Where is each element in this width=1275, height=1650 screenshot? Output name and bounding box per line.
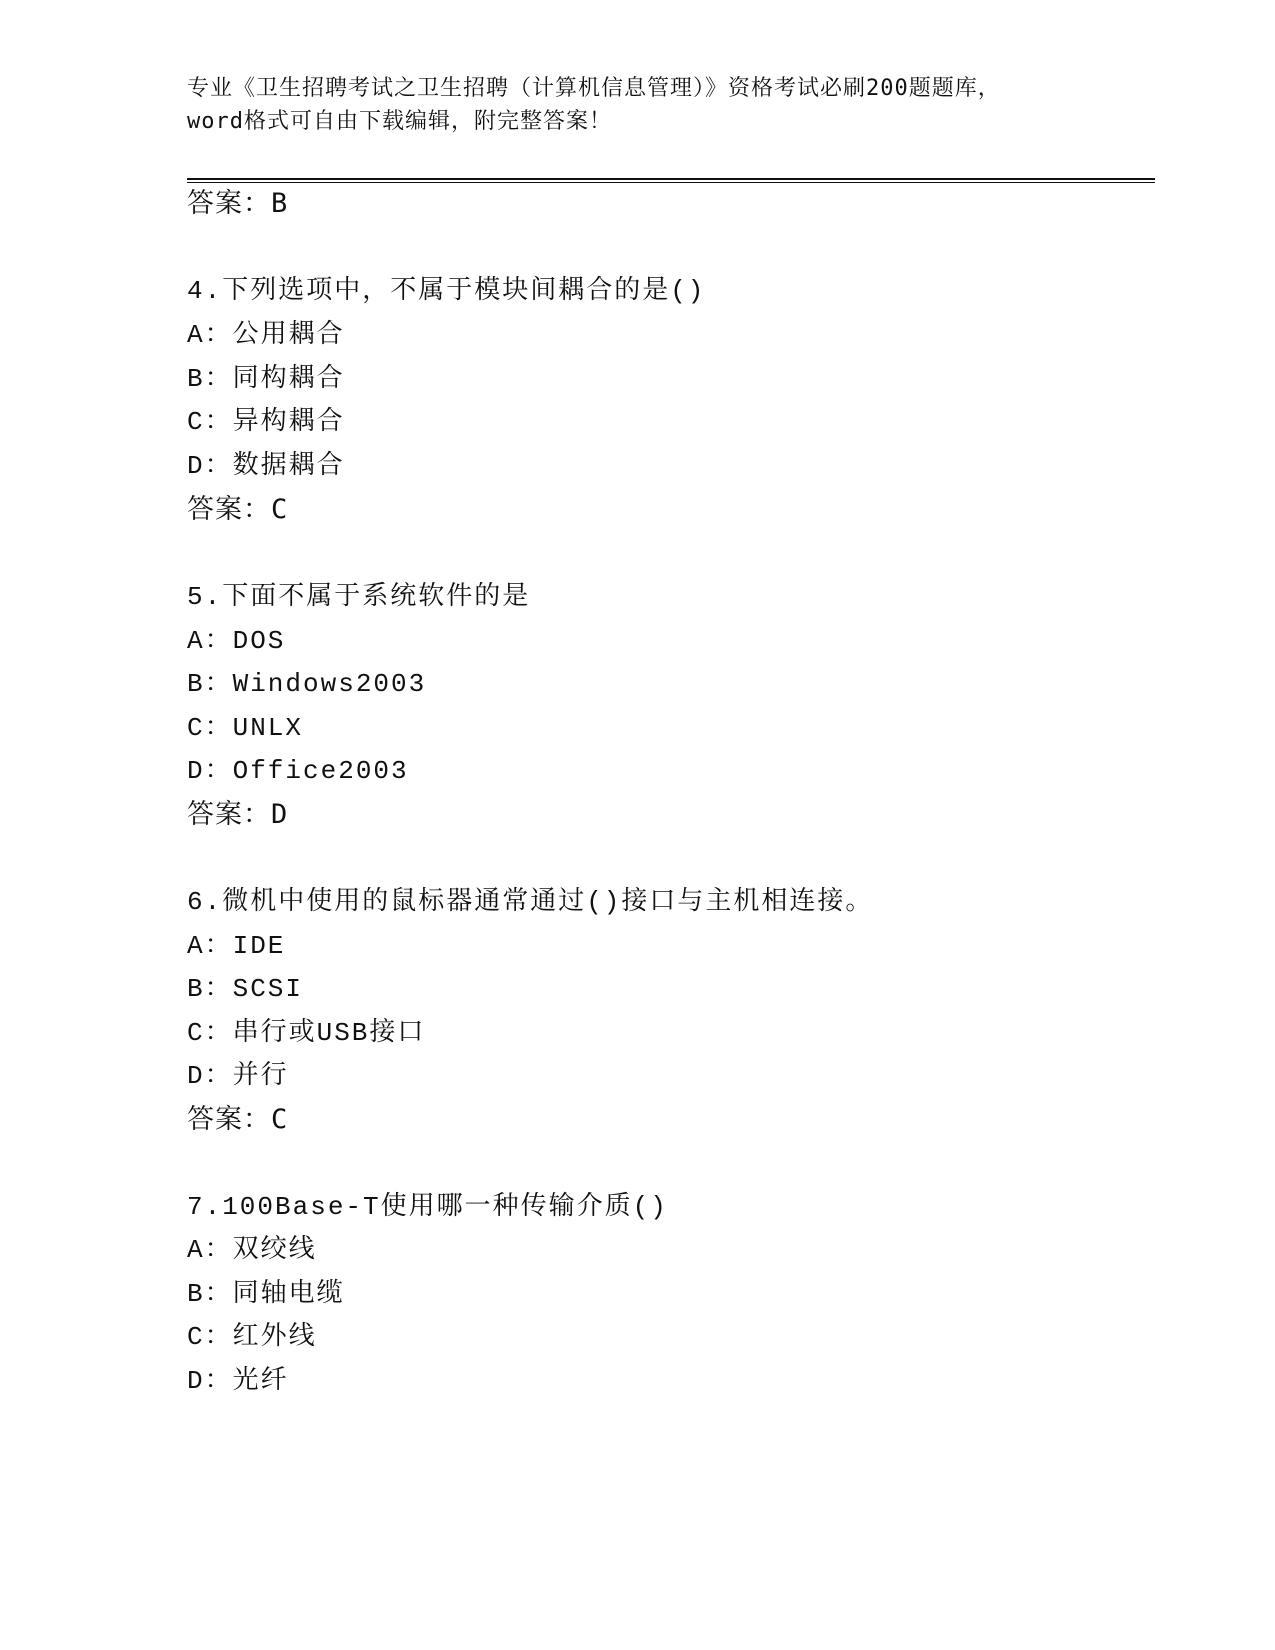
question-option: C：UNLX bbox=[187, 713, 304, 743]
question-option: B：同构耦合 bbox=[187, 364, 345, 394]
question-answer: 答案：C bbox=[187, 494, 289, 525]
question-option: D：光纤 bbox=[187, 1366, 289, 1396]
question-option: D：Office2003 bbox=[187, 756, 409, 786]
question-option: A：双绞线 bbox=[187, 1235, 317, 1265]
question-option: B：Windows2003 bbox=[187, 669, 427, 699]
header-divider bbox=[187, 178, 1155, 183]
question-title: 4.下列选项中，不属于模块间耦合的是() bbox=[187, 276, 706, 306]
question-option: D：并行 bbox=[187, 1061, 289, 1091]
prev-answer: 答案：B bbox=[187, 188, 289, 219]
question-option: B：同轴电缆 bbox=[187, 1279, 345, 1309]
question-option: A：IDE bbox=[187, 931, 286, 961]
question-option: A：DOS bbox=[187, 626, 286, 656]
question-answer: 答案：C bbox=[187, 1104, 289, 1135]
question-title: 5.下面不属于系统软件的是 bbox=[187, 582, 531, 612]
page-header bbox=[187, 72, 1155, 138]
question-option: C：串行或USB接口 bbox=[187, 1018, 426, 1048]
question-title: 7.100Base-T使用哪一种传输介质() bbox=[187, 1192, 668, 1222]
question-option: D：数据耦合 bbox=[187, 451, 345, 481]
question-option: B：SCSI bbox=[187, 974, 304, 1004]
question-option: A：公用耦合 bbox=[187, 320, 345, 350]
question-option: C：红外线 bbox=[187, 1322, 317, 1352]
header-line-2: word格式可自由下载编辑，附完整答案！ bbox=[187, 109, 612, 134]
header-line-1: 专业《卫生招聘考试之卫生招聘（计算机信息管理）》资格考试必刷200题题库， bbox=[187, 76, 1001, 101]
question-title: 6.微机中使用的鼠标器通常通过()接口与主机相连接。 bbox=[187, 887, 874, 917]
question-option: C：异构耦合 bbox=[187, 407, 345, 437]
question-answer: 答案：D bbox=[187, 799, 289, 830]
